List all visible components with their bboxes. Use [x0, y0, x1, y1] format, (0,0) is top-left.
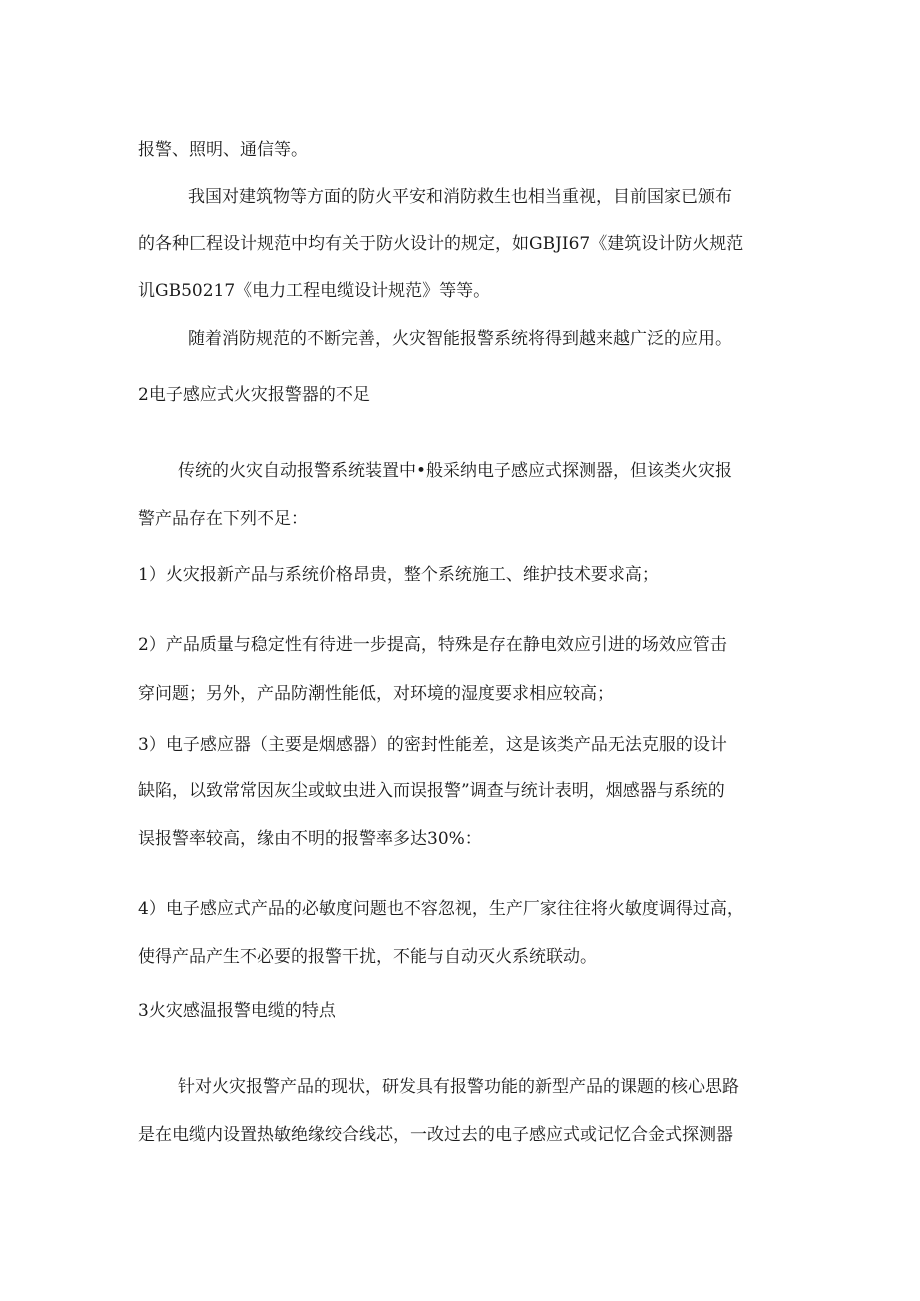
paragraph-line: 缺陷，以致常常因灰尘或蚊虫进入而误报警”调查与统计表明，烟感器与系统的	[138, 781, 725, 801]
paragraph-line: 误报警率较高，缘由不明的报警率多达30%：	[138, 829, 482, 849]
paragraph-line: 针对火灾报警产品的现状，研发具有报警功能的新型产品的课题的核心思路	[178, 1077, 739, 1097]
list-item: 1）火灾报新产品与系统价格昂贵，整个系统施工、维护技术要求高；	[138, 565, 659, 585]
paragraph-line: 使得产品产生不必要的报警干扰，不能与自动灭火系统联动。	[138, 947, 597, 967]
list-item: 3）电子感应器（主要是烟感器）的密封性能差，这是该类产品无法克服的设计	[138, 735, 727, 755]
paragraph-line: 讥GB50217《电力工程电缆设计规范》等等。	[138, 281, 491, 301]
list-item: 4）电子感应式产品的必敏度问题也不容忽视，生产厂家往往将火敏度调得过高，	[138, 899, 744, 919]
paragraph-line: 穿问题；另外，产品防潮性能低，对环境的湿度要求相应较高；	[138, 684, 614, 704]
section-heading: 2电子感应式火灾报警器的不足	[138, 385, 370, 405]
list-item: 2）产品质量与稳定性有待进一步提高，特殊是存在静电效应引进的场效应管击	[138, 635, 727, 655]
paragraph-line: 随着消防规范的不断完善，火灾智能报警系统将得到越来越广泛的应用。	[188, 329, 732, 349]
section-heading: 3火灾感温报警电缆的特点	[138, 1001, 336, 1021]
paragraph-line: 警产品存在下列不足：	[138, 509, 308, 529]
paragraph-line: 传统的火灾自动报警系统装置中•般采纳电子感应式探测器，但该类火灾报	[178, 461, 733, 481]
paragraph-line: 报警、照明、通信等。	[138, 140, 308, 160]
paragraph-line: 的各种匚程设计规范中均有关于防火设计的规定，如GBJI67《建筑设计防火规范	[138, 234, 744, 254]
paragraph-line: 是在电缆内设置热敏绝缘绞合线芯，一改过去的电子感应式或记忆合金式探测器	[138, 1125, 733, 1145]
paragraph-line: 我国对建筑物等方面的防火平安和消防救生也相当重视，目前国家已颁布	[188, 187, 732, 207]
